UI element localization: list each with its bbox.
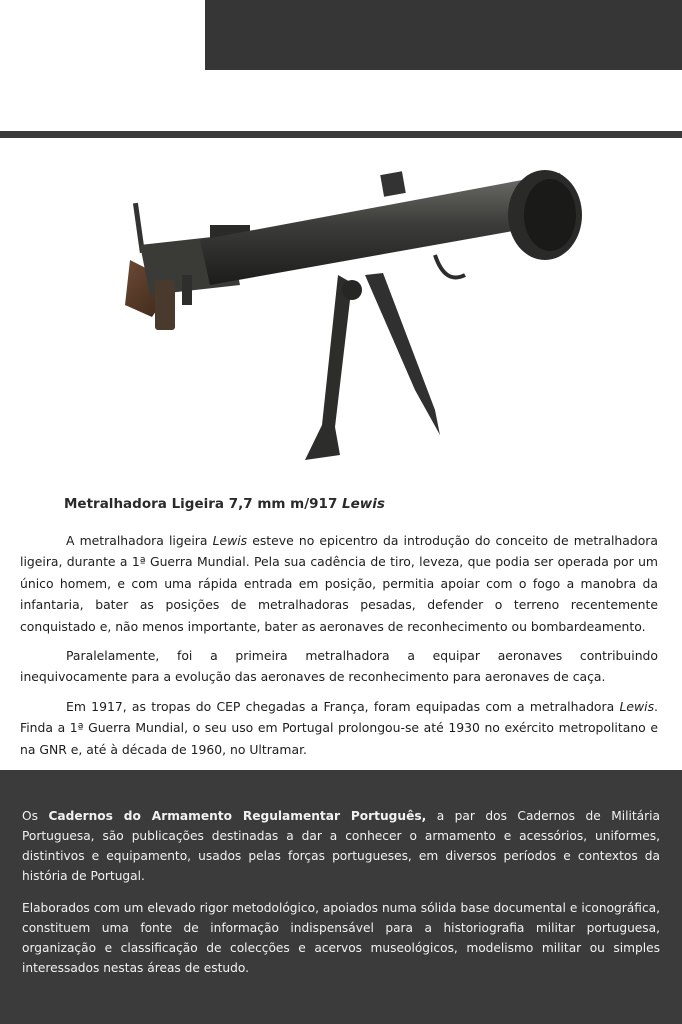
p1-text-b: esteve no epicentro da introdução do conceito de metralhadora ligeira, durante a 1ª Guerra Mundial. Pela sua cadência de tiro, leveza, que podia ser operada por um único homem, e com uma rápida entrada em posição, permitia apoiar com o fogo a manobra da infantaria, bater as posições de metralhadoras pesadas, defender o terreno recentemente conquistado e, não menos importante, bater as aeronaves de reconhecimento ou bombardeamento. (20, 533, 658, 634)
p3-text-a: Em 1917, as tropas do CEP chegadas a França, foram equipadas com a metralhadora (66, 698, 620, 714)
back-cover-panel (0, 770, 682, 1024)
back-paragraph-1 (22, 806, 660, 886)
caption-model: Lewis (342, 496, 385, 512)
lewis-gun-photo (90, 165, 600, 490)
article-body (20, 530, 658, 768)
p3-model-name: Lewis (619, 698, 655, 714)
p1-text-a: A metralhadora ligeira (66, 533, 213, 548)
series-title: Cadernos do Armamento Regulamentar Português, (48, 809, 427, 823)
p1-model-name: Lewis (212, 533, 248, 548)
top-dark-band (205, 0, 682, 70)
horizontal-rule (0, 131, 682, 138)
caption-prefix: Metralhadora Ligeira 7,7 mm m/917 (64, 496, 338, 512)
figure-caption (64, 496, 385, 512)
paragraph-3 (20, 696, 658, 760)
p3-text-b: . Finda a 1ª Guerra Mundial, o seu uso em Portugal prolongou-se até 1930 no exército metropolitano e na GNR e, até à década de 1960, no Ultramar. (20, 698, 658, 757)
back-paragraph-2: Elaborados com um elevado rigor metodológico, apoiados numa sólida base documental e iconográfica, constituem uma fonte de informação indispensável para a historiografia militar portuguesa, organização e classificação de colecções e acervos museológicos, modelismo militar ou simples interessados nestas áreas de estudo. (22, 901, 660, 975)
b1-text-a: Os (22, 809, 49, 823)
paragraph-1 (20, 530, 658, 637)
b1-text-b: a par dos Cadernos de Militária Portuguesa, são publicações destinadas a dar a conhecer o armamento e acessórios, uniformes, distintivos e equipamento, usados pelas forças portugueses, em diversos períodos e contextos da história de Portugal. (22, 809, 660, 883)
paragraph-2: Paralelamente, foi a primeira metralhadora a equipar aeronaves contribuindo inequivocamente para a evolução das aeronaves de reconhecimento para aeronaves de caça. (20, 648, 658, 685)
back-cover-text (22, 806, 660, 990)
